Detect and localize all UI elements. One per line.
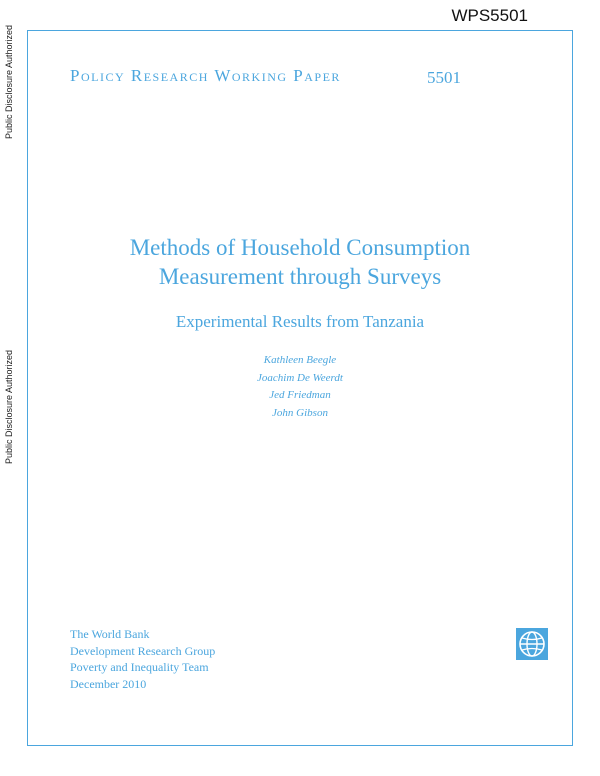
author-list xyxy=(150,352,450,422)
disclosure-label-text: Public Disclosure Authorized xyxy=(4,24,14,140)
author-name: John Gibson xyxy=(272,406,328,419)
publisher-line: Poverty and Inequality Team xyxy=(70,660,209,674)
author-name: Kathleen Beegle xyxy=(263,354,337,366)
publisher-block xyxy=(70,626,215,692)
publisher-line: The World Bank xyxy=(70,627,150,641)
disclosure-label-middle xyxy=(3,337,15,477)
author-name: Jed Friedman xyxy=(269,389,331,401)
disclosure-label-top xyxy=(3,12,15,152)
disclosure-label-text: Public Disclosure Authorized xyxy=(4,349,14,465)
report-id: WPS5501 xyxy=(451,6,528,25)
title-line: Methods of Household Consumption xyxy=(129,235,471,260)
paper-subtitle: Experimental Results from Tanzania xyxy=(175,312,425,331)
publisher-line: Development Research Group xyxy=(70,643,216,658)
paper-number: 5501 xyxy=(427,68,461,87)
author-name: Joachim De Weerdt xyxy=(257,371,343,384)
paper-title xyxy=(40,233,560,291)
series-title: Policy Research Working Paper xyxy=(70,66,341,85)
title-line: Measurement through Surveys xyxy=(158,264,442,289)
world-bank-globe-icon xyxy=(516,628,548,660)
publisher-line: December 2010 xyxy=(70,676,147,691)
